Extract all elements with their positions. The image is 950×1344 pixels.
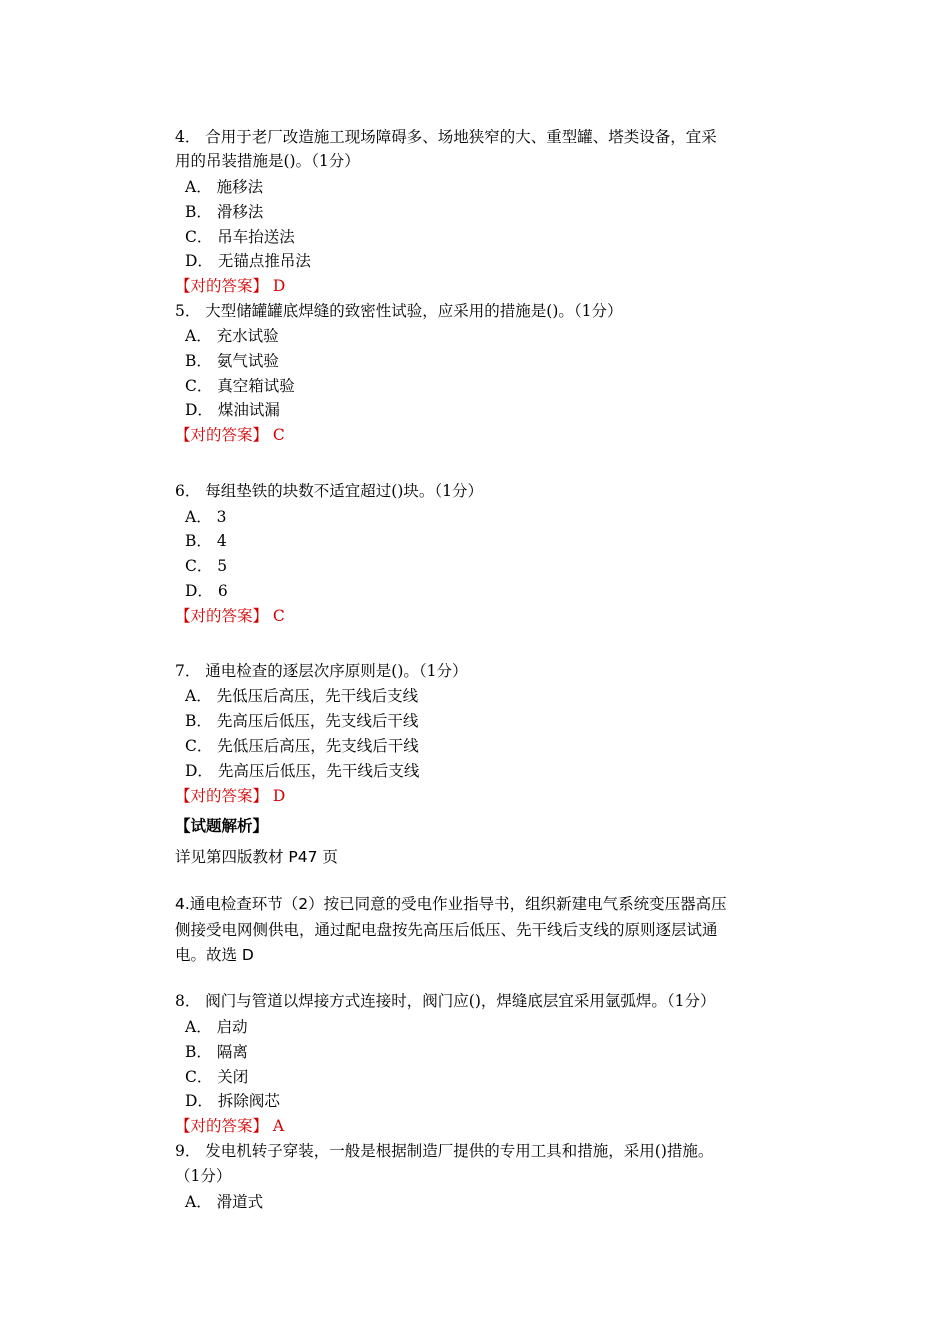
- analysis-line-2: 侧接受电网侧供电，通过配电盘按先高压后低压、先干线后支线的原则逐层试通: [175, 921, 718, 939]
- question-5-option-d: D． 煤油试漏: [185, 401, 280, 419]
- question-8-text: 8． 阀门与管道以焊接方式连接时，阀门应()，焊缝底层宜采用氩弧焊。（1分）: [175, 992, 716, 1010]
- question-7-option-c: C． 先低压后高压，先支线后干线: [185, 737, 419, 755]
- question-6-answer: 【对的答案】 C: [175, 607, 285, 625]
- question-4-option-d: D． 无锚点推吊法: [185, 252, 311, 270]
- question-8-answer: 【对的答案】 A: [175, 1117, 285, 1135]
- analysis-line-3: 电。故选 D: [175, 946, 254, 964]
- question-4-option-b: B． 滑移法: [185, 203, 264, 221]
- question-4-text: 4． 合用于老厂改造施工现场障碍多、场地狭窄的大、重型罐、塔类设备，宜采: [175, 128, 717, 146]
- question-4-text-cont: 用的吊装措施是()。（1分）: [175, 152, 360, 170]
- analysis-reference: 详见第四版教材 P47 页: [175, 848, 338, 866]
- question-5-option-a: A． 充水试验: [185, 327, 279, 345]
- question-4-option-a: A． 施移法: [185, 178, 264, 196]
- question-6-option-d: D． 6: [185, 582, 228, 600]
- question-9-text: 9． 发电机转子穿装，一般是根据制造厂提供的专用工具和措施，采用()措施。: [175, 1142, 714, 1160]
- question-7-answer: 【对的答案】 D: [175, 787, 286, 805]
- analysis-line-1: 4.通电检查环节（2）按已同意的受电作业指导书，组织新建电气系统变压器高压: [175, 895, 727, 913]
- question-7-option-a: A． 先低压后高压，先干线后支线: [185, 687, 419, 705]
- question-5-option-b: B． 氨气试验: [185, 352, 279, 370]
- question-6-option-c: C． 5: [185, 557, 228, 575]
- question-8-option-d: D． 拆除阀芯: [185, 1092, 280, 1110]
- question-7-option-d: D． 先高压后低压，先干线后支线: [185, 762, 420, 780]
- question-8-option-c: C． 关闭: [185, 1068, 249, 1086]
- question-8-option-b: B． 隔离: [185, 1043, 248, 1061]
- question-9-text-cont: （1分）: [175, 1167, 232, 1185]
- question-6-option-b: B． 4: [185, 532, 227, 550]
- question-4-option-c: C． 吊车抬送法: [185, 228, 295, 246]
- question-6-text: 6． 每组垫铁的块数不适宜超过()块。（1分）: [175, 482, 483, 500]
- question-6-option-a: A． 3: [185, 508, 227, 526]
- question-4-answer: 【对的答案】 D: [175, 277, 286, 295]
- question-5-option-c: C． 真空箱试验: [185, 377, 295, 395]
- question-8-option-a: A． 启动: [185, 1018, 248, 1036]
- question-7-option-b: B． 先高压后低压，先支线后干线: [185, 712, 419, 730]
- question-7-text: 7． 通电检查的逐层次序原则是()。（1分）: [175, 662, 468, 680]
- analysis-title: 【试题解析】: [175, 817, 269, 835]
- question-9-option-a: A． 滑道式: [185, 1193, 264, 1211]
- question-5-answer: 【对的答案】 C: [175, 426, 285, 444]
- question-5-text: 5． 大型储罐罐底焊缝的致密性试验，应采用的措施是()。（1分）: [175, 302, 623, 320]
